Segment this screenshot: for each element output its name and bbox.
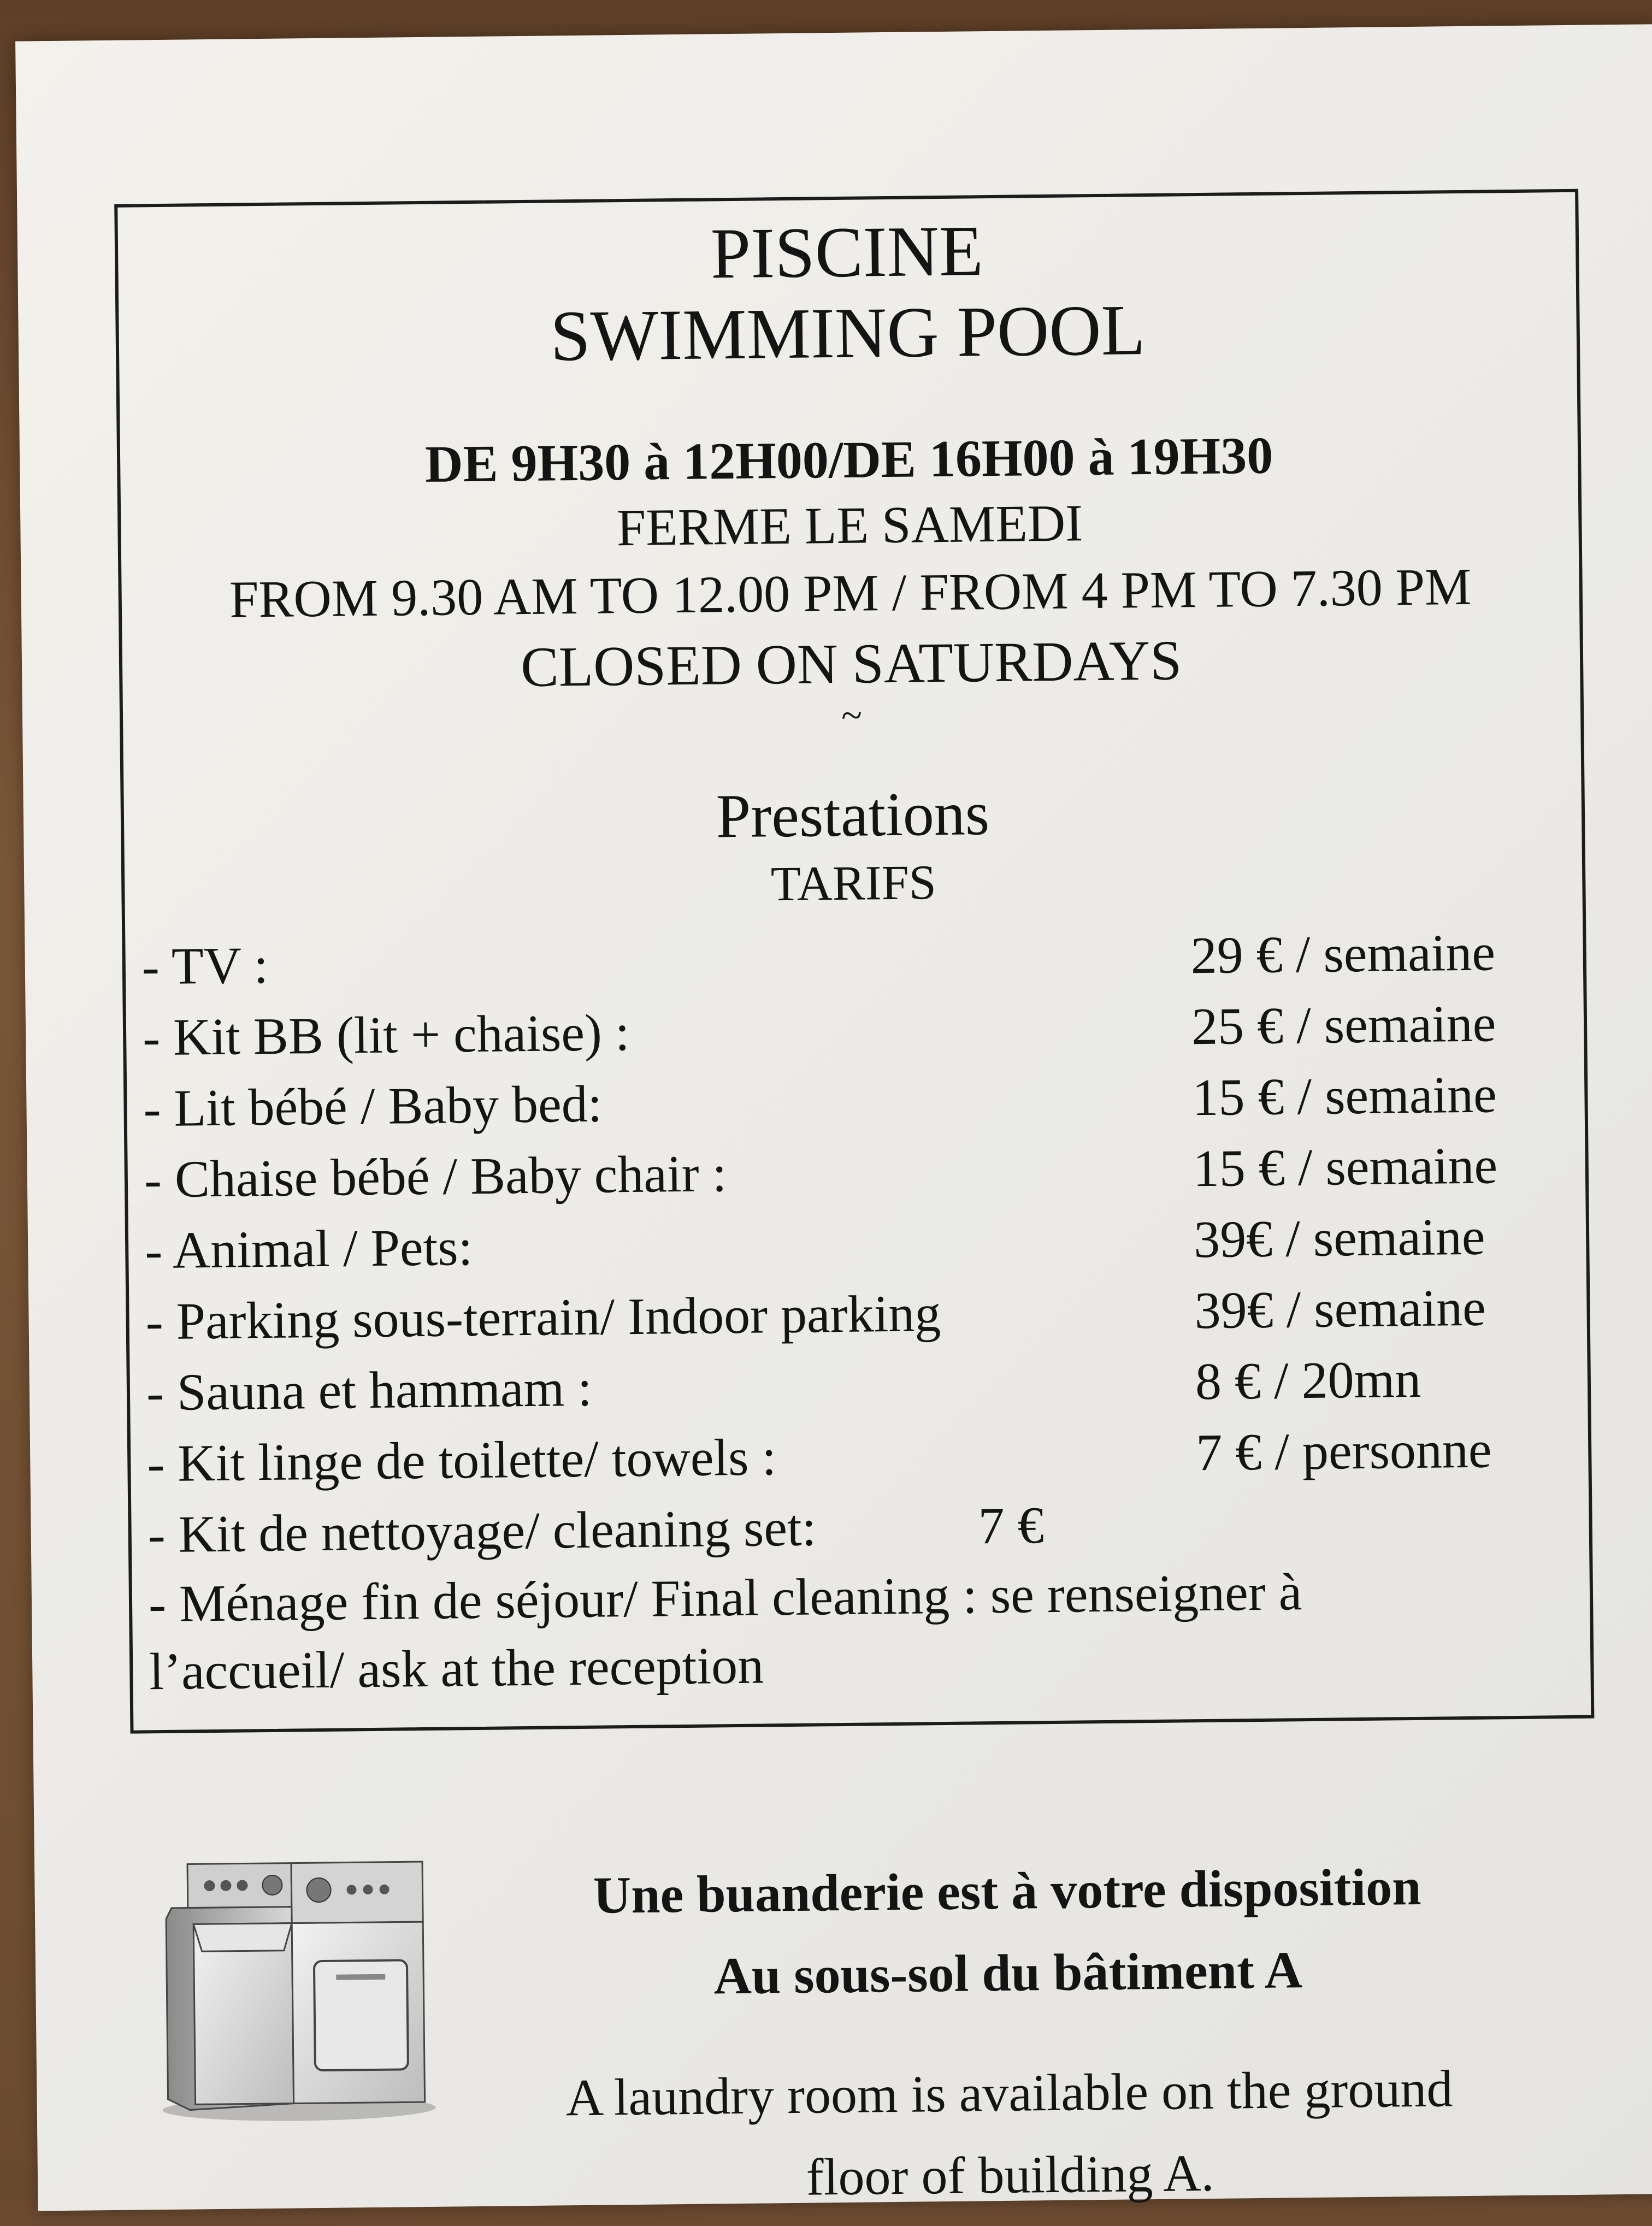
laundry-notice-en: [463, 2046, 1557, 2222]
title-en: SWIMMING POOL: [550, 290, 1146, 376]
price-label: - Animal / Pets:: [144, 1218, 473, 1280]
price-row: [145, 1274, 1588, 1355]
closed-day-fr: FERME LE SAMEDI: [616, 493, 1083, 557]
price-label: - Sauna et hammam :: [146, 1358, 593, 1422]
price-row: [144, 1132, 1586, 1213]
services-heading: Prestations: [716, 778, 990, 851]
price-row: [143, 1061, 1586, 1142]
laundry-notice-fr: [461, 1844, 1555, 2020]
price-row: [141, 919, 1584, 1000]
price-row: [147, 1416, 1590, 1497]
price-value: 39€ / semaine: [1193, 1207, 1485, 1269]
price-value: 29 € / semaine: [1190, 923, 1496, 985]
final-cleaning-note-line1: - Ménage fin de séjour/ Final cleaning : se renseigner à: [148, 1562, 1302, 1633]
laundry-en-line1: A laundry room is available on the ground: [565, 2059, 1453, 2127]
notice-paper: [15, 24, 1652, 2211]
laundry-fr-line1: Une buanderie est à votre disposition: [593, 1857, 1421, 1924]
washer-dryer-icon: [155, 1840, 441, 2127]
price-label: - Kit BB (lit + chaise) :: [142, 1003, 630, 1067]
price-value: 8 € / 20mn: [1195, 1349, 1421, 1411]
price-value: 15 € / semaine: [1193, 1136, 1498, 1198]
price-row: [145, 1203, 1588, 1284]
price-label: - Lit bébé / Baby bed:: [143, 1074, 603, 1138]
cleaning-set-price: 7 €: [978, 1496, 1045, 1555]
price-label: - TV :: [141, 935, 269, 996]
opening-hours-en: FROM 9.30 AM TO 12.00 PM / FROM 4 PM TO 7.30 PM: [229, 557, 1472, 629]
title-fr: PISCINE: [710, 210, 984, 294]
cleaning-set-row: [148, 1487, 1590, 1568]
final-cleaning-note-line2: l’accueil/ ask at the reception: [149, 1635, 764, 1701]
cleaning-set-label: - Kit de nettoyage/ cleaning set:: [148, 1498, 817, 1564]
info-box: [114, 189, 1594, 1734]
closed-day-en: CLOSED ON SATURDAYS: [520, 629, 1182, 699]
price-value: 39€ / semaine: [1194, 1278, 1486, 1340]
price-value: 7 € / personne: [1195, 1420, 1492, 1482]
price-value: 25 € / semaine: [1191, 994, 1496, 1056]
services-subheading: TARIFS: [770, 855, 937, 912]
opening-hours-fr: DE 9H30 à 12H00/DE 16H00 à 19H30: [424, 426, 1273, 493]
price-value: 15 € / semaine: [1191, 1065, 1497, 1127]
laundry-fr-line2: Au sous-sol du bâtiment A: [713, 1940, 1303, 2005]
price-label: - Chaise bébé / Baby chair :: [144, 1144, 727, 1209]
price-label: - Parking sous-terrain/ Indoor parking: [145, 1284, 941, 1351]
separator: ~: [841, 694, 863, 737]
price-row: [143, 990, 1585, 1071]
price-row: [146, 1345, 1589, 1426]
laundry-en-line2: floor of building A.: [806, 2143, 1214, 2206]
price-label: - Kit linge de toilette/ towels :: [146, 1427, 777, 1493]
